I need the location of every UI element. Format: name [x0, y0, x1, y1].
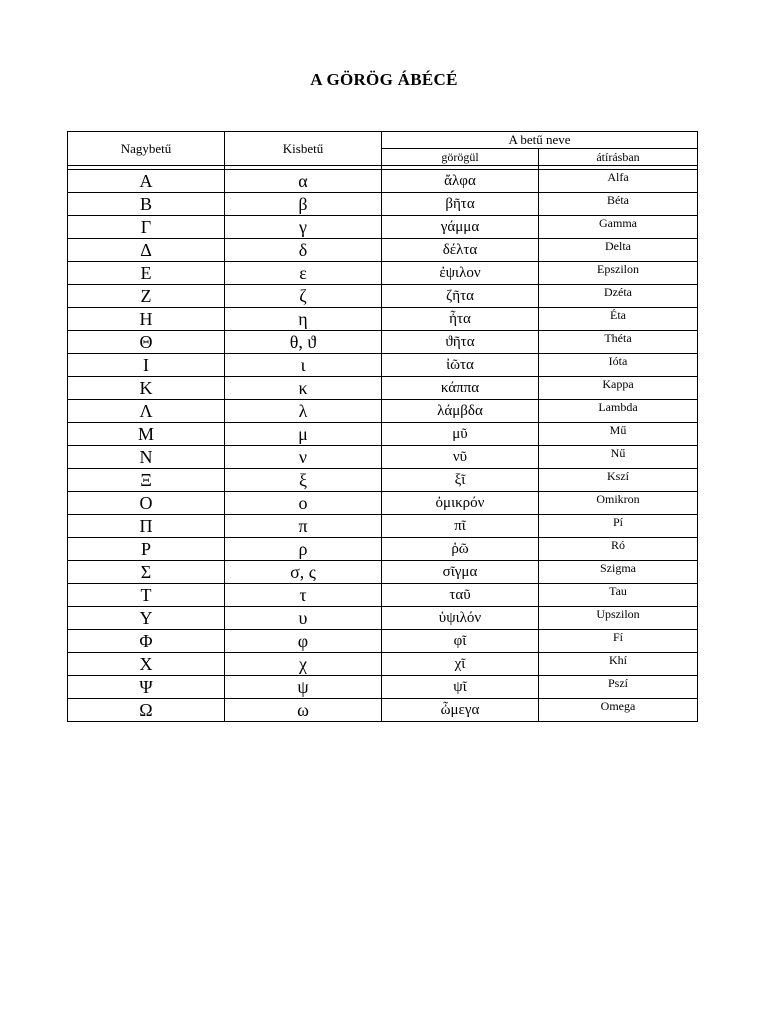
uppercase-cell: Π [68, 515, 225, 538]
lowercase-cell: χ [225, 653, 382, 676]
lowercase-cell: ν [225, 446, 382, 469]
transliteration-cell: Éta [539, 308, 698, 331]
uppercase-cell: Χ [68, 653, 225, 676]
uppercase-cell: Ρ [68, 538, 225, 561]
greek-name-cell: ὀμικρόν [382, 492, 539, 515]
lowercase-cell: β [225, 193, 382, 216]
greek-name-cell: νῦ [382, 446, 539, 469]
table-row [68, 446, 698, 469]
table-row [68, 469, 698, 492]
lowercase-cell: κ [225, 377, 382, 400]
greek-name-cell: ῥῶ [382, 538, 539, 561]
lowercase-cell: φ [225, 630, 382, 653]
table-row [68, 515, 698, 538]
transliteration-cell: Ióta [539, 354, 698, 377]
greek-name-cell: γάμμα [382, 216, 539, 239]
header-uppercase: Nagybetű [68, 132, 225, 166]
transliteration-cell: Béta [539, 193, 698, 216]
header-lowercase: Kisbetű [225, 132, 382, 166]
header-transliteration: átírásban [539, 149, 698, 166]
greek-name-cell: ὦμεγα [382, 699, 539, 722]
table-body [68, 166, 698, 722]
uppercase-cell: Τ [68, 584, 225, 607]
table-row [68, 262, 698, 285]
transliteration-cell: Delta [539, 239, 698, 262]
table-row [68, 193, 698, 216]
uppercase-cell: Θ [68, 331, 225, 354]
table-row [68, 331, 698, 354]
table-row [68, 377, 698, 400]
table-row [68, 699, 698, 722]
transliteration-cell: Lambda [539, 400, 698, 423]
table-row [68, 285, 698, 308]
greek-name-cell: χῖ [382, 653, 539, 676]
uppercase-cell: Ν [68, 446, 225, 469]
lowercase-cell: λ [225, 400, 382, 423]
uppercase-cell: Ζ [68, 285, 225, 308]
uppercase-cell: Φ [68, 630, 225, 653]
greek-name-cell: ὑψιλόν [382, 607, 539, 630]
table-row [68, 653, 698, 676]
table-row [68, 239, 698, 262]
uppercase-cell: Γ [68, 216, 225, 239]
table-row [68, 400, 698, 423]
uppercase-cell: Ψ [68, 676, 225, 699]
transliteration-cell: Upszilon [539, 607, 698, 630]
table-row [68, 538, 698, 561]
lowercase-cell: γ [225, 216, 382, 239]
transliteration-cell: Kszí [539, 469, 698, 492]
uppercase-cell: Α [68, 170, 225, 193]
table-row [68, 308, 698, 331]
lowercase-cell: δ [225, 239, 382, 262]
greek-name-cell: πῖ [382, 515, 539, 538]
uppercase-cell: Δ [68, 239, 225, 262]
uppercase-cell: Β [68, 193, 225, 216]
transliteration-cell: Mű [539, 423, 698, 446]
greek-name-cell: κάππα [382, 377, 539, 400]
lowercase-cell: ψ [225, 676, 382, 699]
greek-name-cell: ἐψιλον [382, 262, 539, 285]
page-title: A GÖRÖG ÁBÉCÉ [310, 70, 458, 89]
table-row [68, 561, 698, 584]
table-row [68, 423, 698, 446]
uppercase-cell: Ε [68, 262, 225, 285]
transliteration-cell: Alfa [539, 170, 698, 193]
greek-alphabet-table [67, 131, 698, 722]
uppercase-cell: Ο [68, 492, 225, 515]
transliteration-cell: Ró [539, 538, 698, 561]
uppercase-cell: Κ [68, 377, 225, 400]
lowercase-cell: ο [225, 492, 382, 515]
transliteration-cell: Pszí [539, 676, 698, 699]
greek-name-cell: ζῆτα [382, 285, 539, 308]
lowercase-cell: π [225, 515, 382, 538]
greek-name-cell: λάμβδα [382, 400, 539, 423]
lowercase-cell: ε [225, 262, 382, 285]
table-row [68, 676, 698, 699]
lowercase-cell: υ [225, 607, 382, 630]
greek-name-cell: ψῖ [382, 676, 539, 699]
greek-name-cell: ἄλφα [382, 170, 539, 193]
table-row [68, 584, 698, 607]
lowercase-cell: η [225, 308, 382, 331]
greek-name-cell: σῖγμα [382, 561, 539, 584]
lowercase-cell: ρ [225, 538, 382, 561]
greek-name-cell: φῖ [382, 630, 539, 653]
transliteration-cell: Pí [539, 515, 698, 538]
table-row [68, 607, 698, 630]
transliteration-cell: Dzéta [539, 285, 698, 308]
greek-name-cell: ταῦ [382, 584, 539, 607]
transliteration-cell: Omega [539, 699, 698, 722]
uppercase-cell: Ω [68, 699, 225, 722]
table-row [68, 216, 698, 239]
table-header [68, 132, 698, 166]
greek-name-cell: δέλτα [382, 239, 539, 262]
greek-name-cell: ξῖ [382, 469, 539, 492]
transliteration-cell: Tau [539, 584, 698, 607]
uppercase-cell: Η [68, 308, 225, 331]
greek-name-cell: ἦτα [382, 308, 539, 331]
transliteration-cell: Szigma [539, 561, 698, 584]
lowercase-cell: τ [225, 584, 382, 607]
transliteration-cell: Théta [539, 331, 698, 354]
uppercase-cell: Ξ [68, 469, 225, 492]
uppercase-cell: Μ [68, 423, 225, 446]
lowercase-cell: ι [225, 354, 382, 377]
lowercase-cell: θ, ϑ [225, 331, 382, 354]
uppercase-cell: Λ [68, 400, 225, 423]
lowercase-cell: ω [225, 699, 382, 722]
lowercase-cell: σ, ς [225, 561, 382, 584]
transliteration-cell: Omikron [539, 492, 698, 515]
transliteration-cell: Epszilon [539, 262, 698, 285]
table-row [68, 630, 698, 653]
transliteration-cell: Khí [539, 653, 698, 676]
lowercase-cell: ξ [225, 469, 382, 492]
greek-name-cell: ϑῆτα [382, 331, 539, 354]
transliteration-cell: Fí [539, 630, 698, 653]
transliteration-cell: Kappa [539, 377, 698, 400]
table-row [68, 170, 698, 193]
uppercase-cell: Υ [68, 607, 225, 630]
transliteration-cell: Gamma [539, 216, 698, 239]
greek-name-cell: βῆτα [382, 193, 539, 216]
greek-name-cell: ἰῶτα [382, 354, 539, 377]
header-letter-name: A betű neve [382, 132, 698, 149]
lowercase-cell: ζ [225, 285, 382, 308]
table-row [68, 492, 698, 515]
uppercase-cell: Σ [68, 561, 225, 584]
header-greek: görögül [382, 149, 539, 166]
lowercase-cell: α [225, 170, 382, 193]
greek-name-cell: μῦ [382, 423, 539, 446]
table-row [68, 354, 698, 377]
lowercase-cell: μ [225, 423, 382, 446]
transliteration-cell: Nű [539, 446, 698, 469]
uppercase-cell: Ι [68, 354, 225, 377]
